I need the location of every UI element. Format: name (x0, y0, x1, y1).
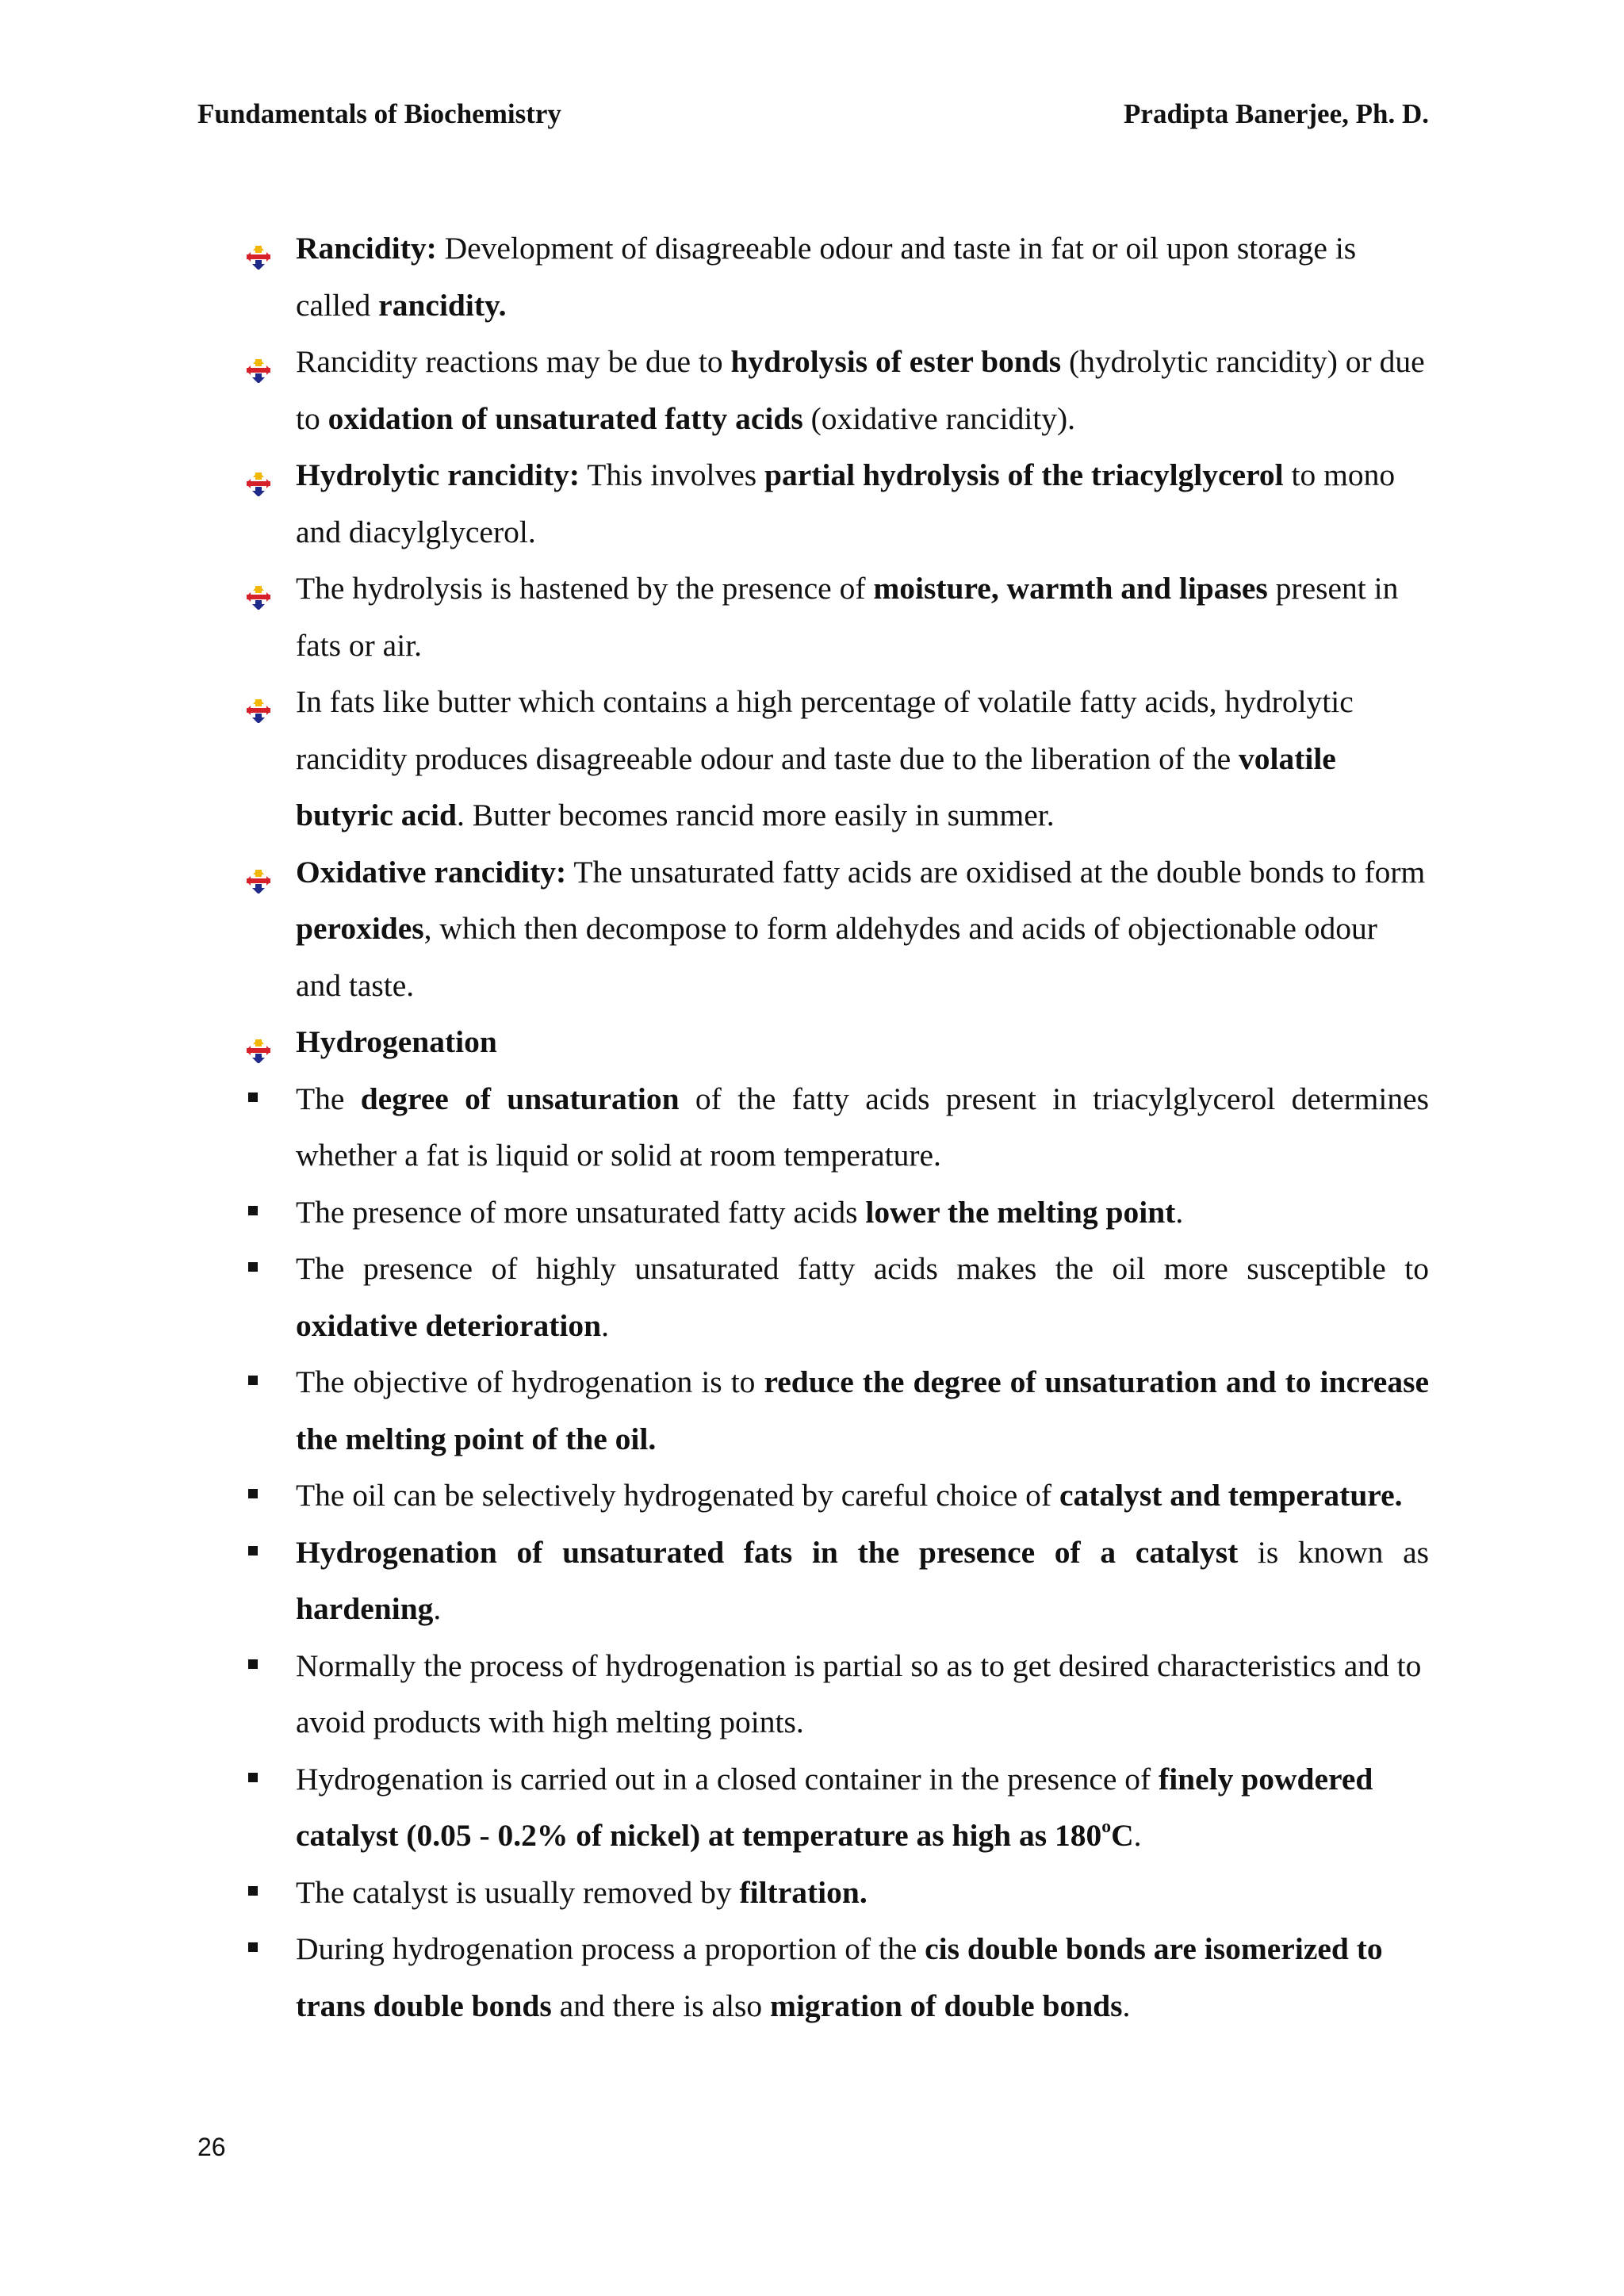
text-segment: . Butter becomes rancid more easily in summer. (456, 798, 1055, 832)
bold-text: Hydrogenation (296, 1024, 497, 1059)
bold-text: degree of unsaturation (360, 1081, 680, 1116)
sub-bullet-item-degree-unsaturation (197, 1071, 1429, 1184)
bold-text: peroxides (296, 911, 424, 946)
four-direction-arrow-bullet-icon (247, 685, 270, 709)
text-segment: Hydrogenation is carried out in a closed container in the presence of (296, 1761, 1159, 1797)
bullet-item-oxidative-rancidity (197, 844, 1429, 1015)
bullet-item-hydrogenation-heading (197, 1014, 1429, 1071)
bold-text: catalyst and temperature. (1059, 1478, 1403, 1513)
bullet-item-rancidity-def (197, 220, 1429, 334)
bullet-item-hydrolysis-hastened (197, 561, 1429, 674)
bold-text: Hydrogenation of unsaturated fats in the presence of a catalyst (296, 1534, 1239, 1570)
bold-text: rancidity. (378, 287, 507, 323)
sub-bullet-item-isomerization (197, 1921, 1429, 2034)
text-segment: The hydrolysis is hastened by the presence of (296, 571, 874, 606)
four-direction-arrow-bullet-icon (247, 345, 270, 369)
four-direction-arrow-bullet-icon (247, 458, 270, 482)
bold-text: C (1111, 1818, 1134, 1853)
bullet-item-butter (197, 674, 1429, 844)
running-header (197, 97, 1429, 132)
bold-text: hydrolysis of ester bonds (730, 344, 1062, 379)
four-direction-arrow-bullet-icon (247, 572, 270, 595)
square-bullet-icon (248, 1659, 258, 1669)
bold-text: cis double bonds are isomerized to trans double bonds (296, 1931, 1383, 2023)
square-bullet-icon (248, 1546, 258, 1556)
bold-text: volatile butyric acid (296, 740, 1336, 832)
text-segment: The presence of highly unsaturated fatty acids makes the oil more susceptible to (296, 1251, 1429, 1286)
bold-text: partial hydrolysis of the triacylglycerol (764, 457, 1284, 492)
sub-bullet-item-hardening (197, 1525, 1429, 1638)
text-segment: In fats like butter which contains a high percentage of volatile fatty acids, hydrolytic rancidity produces disagreeable odour and taste due to the liberation of the (296, 684, 1354, 776)
text-segment: , which then decompose to form aldehydes and acids of objectionable odour and taste. (296, 911, 1377, 1003)
text-segment: . (433, 1591, 442, 1626)
four-direction-arrow-bullet-icon (247, 232, 270, 255)
text-segment: . (1122, 1988, 1131, 2023)
bold-text: filtration. (739, 1874, 868, 1910)
text-segment: (hydrolytic rancidity) or due to (296, 344, 1425, 436)
text-segment: The unsaturated fatty acids are oxidised at the double bonds to form (566, 854, 1426, 890)
four-direction-arrow-bullet-icon (247, 855, 270, 879)
square-bullet-icon (248, 1489, 258, 1498)
text-segment: . (1175, 1194, 1184, 1230)
bold-text: oxidation of unsaturated fatty acids (327, 400, 803, 436)
text-segment: The (296, 1081, 361, 1116)
header-book-title: Fundamentals of Biochemistry (197, 98, 561, 129)
text-segment: is known as (1238, 1534, 1430, 1570)
text-segment: The presence of more unsaturated fatty acids (296, 1194, 866, 1230)
text-segment: The objective of hydrogenation is to (296, 1364, 764, 1399)
square-bullet-icon (248, 1886, 258, 1896)
square-bullet-icon (248, 1376, 258, 1385)
text-segment: The catalyst is usually removed by (296, 1874, 740, 1910)
text-segment: present in fats or air. (296, 571, 1399, 663)
sub-bullet-item-selective (197, 1468, 1429, 1525)
sub-bullet-item-closed-container (197, 1751, 1429, 1865)
four-direction-arrow-bullet-icon (247, 1025, 270, 1049)
sub-bullet-item-filtration (197, 1865, 1429, 1922)
page-number: 26 (197, 2133, 226, 2161)
sub-bullet-item-partial-process (197, 1638, 1429, 1751)
bold-text: migration of double bonds (770, 1988, 1123, 2023)
text-segment: The oil can be selectively hydrogenated by careful choice of (296, 1478, 1059, 1513)
bold-text: Rancidity: (296, 231, 437, 266)
bold-text: Oxidative rancidity: (296, 854, 567, 890)
bold-text: lower the melting point (865, 1194, 1176, 1230)
text-segment: and there is also (551, 1988, 771, 2023)
text-segment: . (1133, 1818, 1142, 1853)
bold-text: hardening (296, 1591, 434, 1626)
text-segment: Rancidity reactions may be due to (296, 344, 731, 379)
text-segment: Normally the process of hydrogenation is partial so as to get desired characteristics and to avoid products with high melting points. (296, 1647, 1422, 1739)
text-segment: . (601, 1307, 609, 1343)
bullet-list (197, 220, 1429, 2034)
text-segment: Development of disagreeable odour and taste in fat or oil upon storage is called (296, 231, 1357, 323)
bold-text: finely powdered catalyst (0.05 - 0.2% of nickel) at temperature as high as 180 (296, 1761, 1373, 1853)
square-bullet-icon (248, 1206, 258, 1215)
bold-text: o (1101, 1816, 1112, 1838)
bold-text: moisture, warmth and lipases (873, 571, 1268, 606)
sub-bullet-item-oxidative-deterioration (197, 1241, 1429, 1354)
bold-text: oxidative deterioration (296, 1307, 602, 1343)
text-segment: This involves (580, 457, 765, 492)
text-segment: During hydrogenation process a proportion of the (296, 1931, 925, 1966)
bullet-item-hydrolytic-rancidity (197, 447, 1429, 561)
square-bullet-icon (248, 1773, 258, 1782)
square-bullet-icon (248, 1942, 258, 1952)
header-author: Pradipta Banerjee, Ph. D. (1124, 98, 1429, 129)
sub-bullet-item-objective (197, 1354, 1429, 1468)
text-segment: to mono and diacylglycerol. (296, 457, 1396, 549)
text-segment: (oxidative rancidity). (802, 400, 1076, 436)
sub-bullet-item-lower-melting (197, 1184, 1429, 1242)
text-segment: of the fatty acids present in triacylglycerol determines whether a fat is liquid or solid at room temperature. (296, 1081, 1429, 1173)
square-bullet-icon (248, 1093, 258, 1102)
bullet-item-rancidity-causes (197, 334, 1429, 447)
square-bullet-icon (248, 1262, 258, 1272)
bold-text: reduce the degree of unsaturation and to increase the melting point of the oil. (296, 1364, 1429, 1456)
bold-text: Hydrolytic rancidity: (296, 457, 580, 492)
